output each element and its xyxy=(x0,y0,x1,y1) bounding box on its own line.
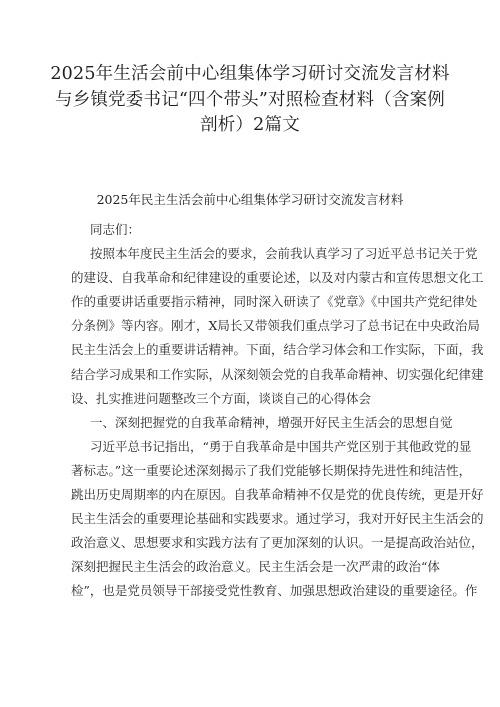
body-line: 检”，也是党员领导干部接受党性教育、加强思想政治建设的重要途径。作 xyxy=(71,583,478,599)
body-line: 著标志。”这一重要论述深刻揭示了我们党能够长期保持先进性和纯洁性， xyxy=(71,462,472,478)
body-line: 作的重要讲话重要指示精神，同时深入研读了《党章》《中国共产党纪律处 xyxy=(71,294,478,310)
body-line: 设、扎实推进问题整改三个方面，谈谈自己的心得体会 xyxy=(71,390,372,406)
title-line-2: 与乡镇党委书记“四个带头”对照检查材料（含案例 xyxy=(55,89,445,110)
body-line: 深刻把握民主生活会的政治意义。民主生活会是一次严肃的政治“体 xyxy=(71,559,440,575)
body-line: 同志们： xyxy=(90,222,141,237)
document-body xyxy=(71,218,484,604)
body-line: 习近平总书记指出，“勇于自我革命是中国共产党区别于其他政党的显 xyxy=(90,438,472,454)
body-line: 民主生活会的重要理论基础和实践要求。通过学习，我对开好民主生活会的 xyxy=(71,511,484,527)
body-line: 跳出历史周期率的内在原因。自我革命精神不仅是党的优良传统，更是开好 xyxy=(71,487,484,503)
body-line: 民主生活会上的重要讲话精神。下面，结合学习体会和工作实际，下面，我 xyxy=(71,342,484,358)
body-line: 分条例》等内容。刚才，X局长又带领我们重点学习了总书记在中央政治局 xyxy=(71,318,480,334)
body-line: 的建设、自我革命和纪律建设的重要论述，以及对内蒙古和宣传思想文化工 xyxy=(71,270,484,286)
body-line: 按照本年度民主生活会的要求，会前我认真学习了习近平总书记关于党 xyxy=(90,246,478,262)
body-line: 一、深刻把握党的自我革命精神，增强开好民主生活会的思想自觉 xyxy=(90,414,453,430)
title-line-3: 剖析）2篇文 xyxy=(200,115,300,135)
body-line: 政治意义、思想要求和实践方法有了更加深刻的认识。一是提高政治站位， xyxy=(71,535,484,551)
title-line-1: 2025年生活会前中心组集体学习研讨交流发言材料 xyxy=(50,64,450,84)
document-title xyxy=(40,62,460,139)
body-line: 结合学习成果和工作实际，从深刻领会党的自我革命精神、切实强化纪律建 xyxy=(71,366,484,382)
document-subtitle: 2025年民主生活会前中心组集体学习研讨交流发言材料 xyxy=(96,192,404,207)
